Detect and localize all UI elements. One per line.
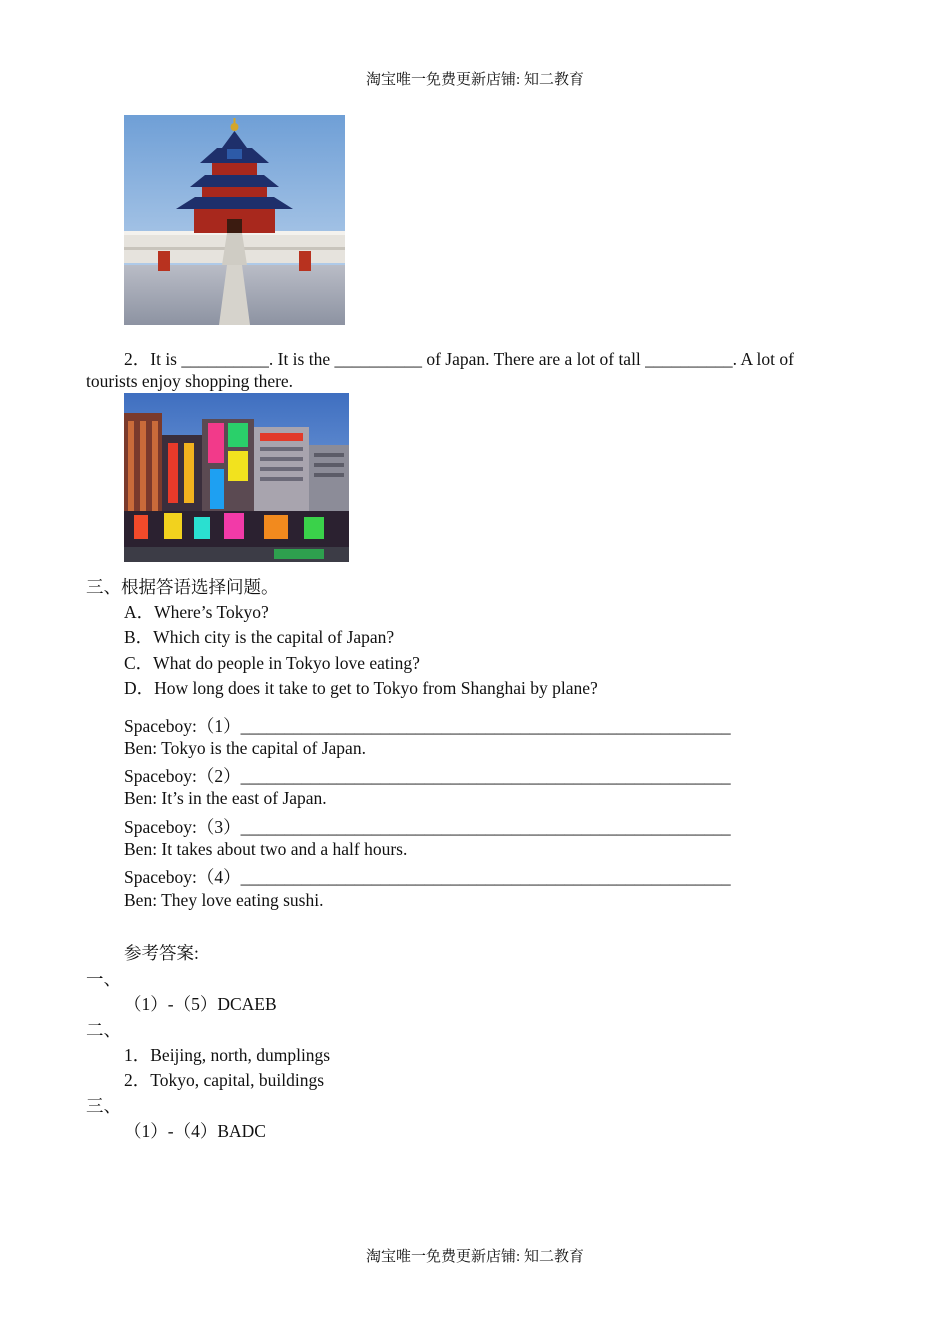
page-header: 淘宝唯一免费更新店铺: 知二教育 — [366, 72, 584, 88]
dialogue-line-5: Spaceboy:（3）________________________________________________________ — [124, 817, 731, 837]
answers-part-3: （1）-（4）BADC — [124, 1121, 266, 1141]
section-3-title: 三、根据答语选择问题。 — [86, 577, 279, 597]
dialogue-line-6: Ben: It takes about two and a half hours. — [124, 839, 408, 859]
option-b: B．Which city is the capital of Japan? — [124, 627, 395, 647]
question-2-line-1: 2．It is __________. It is the __________ of Japan. There are a lot of tall __________. A lot of — [124, 349, 794, 369]
dialogue-line-2: Ben: Tokyo is the capital of Japan. — [124, 738, 366, 758]
answers-part-1-label: 一、 — [86, 969, 121, 989]
answers-part-2-label: 二、 — [86, 1020, 121, 1040]
dialogue-line-1: Spaceboy:（1）________________________________________________________ — [124, 716, 731, 736]
dialogue-line-4: Ben: It’s in the east of Japan. — [124, 788, 327, 808]
option-c: C．What do people in Tokyo love eating? — [124, 653, 420, 673]
temple-of-heaven-image — [124, 115, 345, 325]
answers-part-3-label: 三、 — [86, 1096, 121, 1116]
page-footer: 淘宝唯一免费更新店铺: 知二教育 — [366, 1249, 584, 1265]
answers-part-2-item-1: 1．Beijing, north, dumplings — [124, 1045, 331, 1065]
answers-title: 参考答案: — [124, 943, 199, 963]
option-a: A．Where’s Tokyo? — [124, 602, 269, 622]
dialogue-line-3: Spaceboy:（2）________________________________________________________ — [124, 766, 731, 786]
dialogue-line-7: Spaceboy:（4）________________________________________________________ — [124, 867, 731, 887]
option-d: D．How long does it take to get to Tokyo from Shanghai by plane? — [124, 678, 598, 698]
answers-part-2-item-2: 2．Tokyo, capital, buildings — [124, 1070, 325, 1090]
dialogue-line-8: Ben: They love eating sushi. — [124, 890, 324, 910]
tokyo-street-image — [124, 393, 349, 562]
question-2-line-2: tourists enjoy shopping there. — [86, 371, 294, 391]
answers-part-1: （1）-（5）DCAEB — [124, 994, 277, 1014]
